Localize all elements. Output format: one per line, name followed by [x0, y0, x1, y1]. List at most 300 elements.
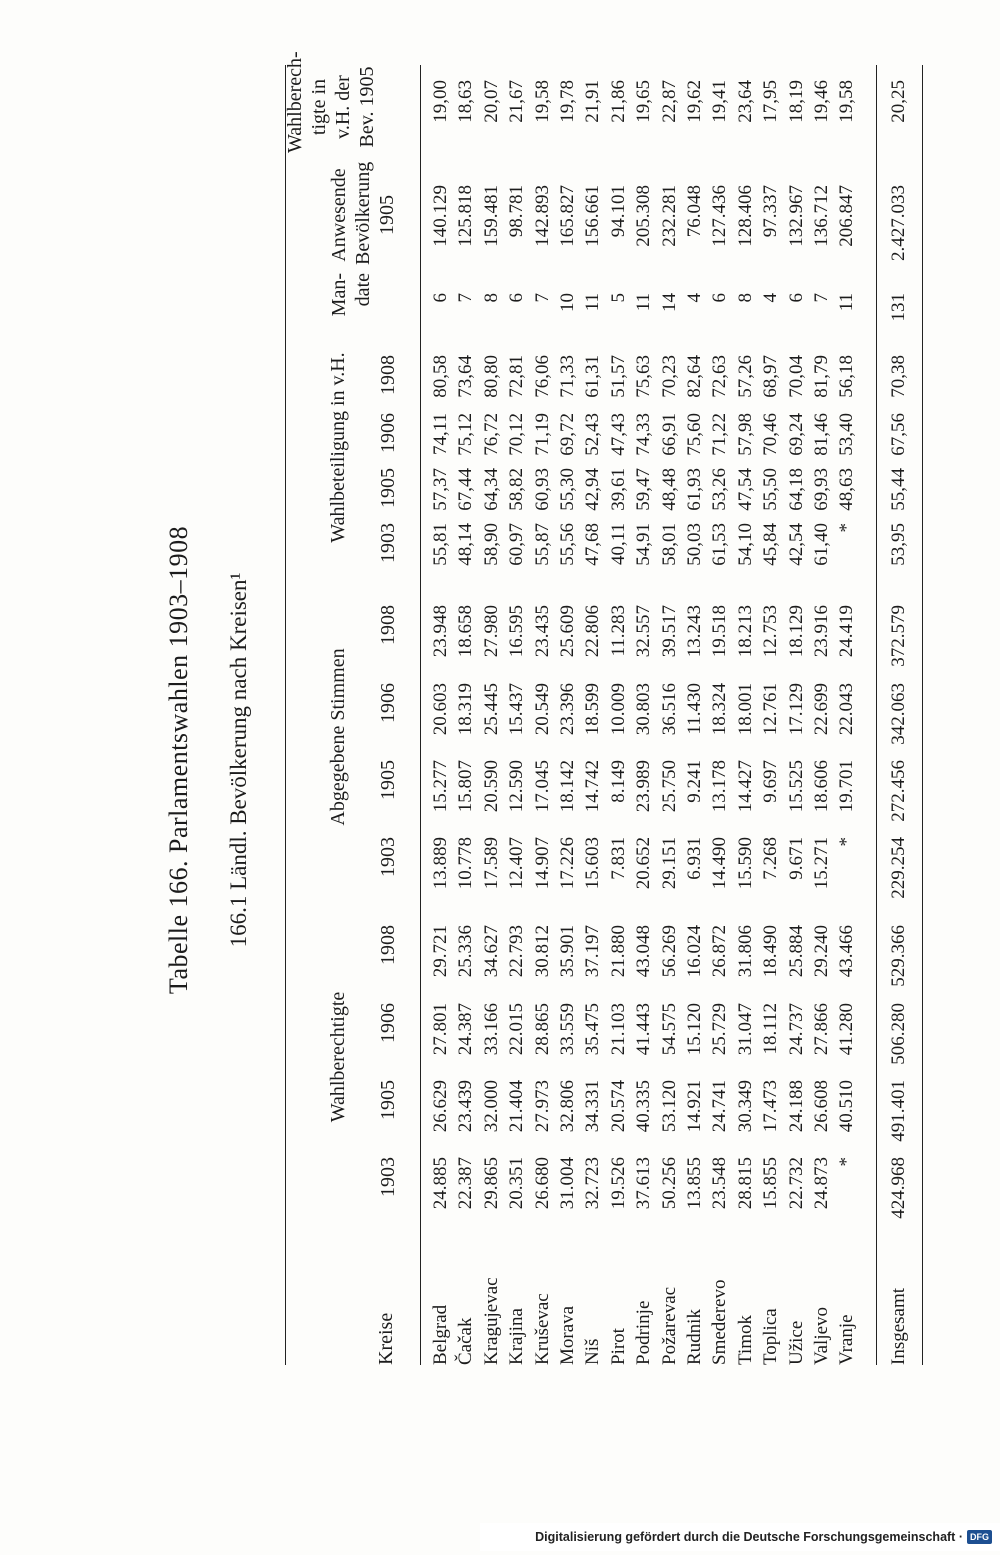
- cell-wahlberechtigte: 24.741: [709, 1080, 731, 1133]
- cell-abgegebene: 15.590: [734, 837, 756, 890]
- header-year-wb-1: 1905: [377, 1080, 399, 1120]
- cell-wahlbeteiligung: 61,31: [582, 355, 604, 398]
- cell-wahlberechtigte: 27.866: [811, 1003, 832, 1056]
- cell-wahlbeteiligung: 40,11: [607, 523, 629, 566]
- cell-wahlbeteiligung: 71,19: [531, 413, 553, 456]
- cell-bevoelkerung: 97.337: [760, 185, 782, 238]
- cell-kreis: Požarevac: [658, 1286, 680, 1365]
- table-row: [455, 65, 479, 1365]
- cell-wahlberechtigte: 43.048: [633, 925, 655, 978]
- cell-wahlberechtigte: 54.575: [658, 1003, 680, 1056]
- cell-wahlbeteiligung: 55,30: [557, 468, 578, 511]
- cell-wahlberechtigte: 32.000: [480, 1080, 502, 1133]
- cell-wahlberechtigte: 50.256: [658, 1157, 680, 1210]
- cell-abgegebene: 18.319: [455, 683, 477, 736]
- cell-wahlberechtigte: 33.166: [480, 1003, 502, 1056]
- cell-mandate: 6: [785, 293, 807, 303]
- cell-wahlbeteiligung: 60,93: [531, 468, 553, 511]
- header-wahlbeteiligung: Wahlbeteiligung in v.H.: [327, 352, 349, 543]
- cell-wahlberechtigte: 31.004: [557, 1157, 578, 1210]
- cell-wahlbeteiligung: 81,46: [811, 413, 832, 456]
- cell-wahlbeteiligung: 70,23: [658, 355, 680, 398]
- cell-abgegebene: 15.277: [430, 760, 451, 813]
- cell-bevoelkerung: 76.048: [684, 185, 705, 238]
- cell-abgegebene: 12.761: [760, 683, 782, 736]
- cell-wahlbeteiligung: 55,81: [430, 523, 451, 566]
- table-row: [430, 65, 454, 1365]
- cell-abgegebene: 14.427: [734, 760, 756, 813]
- cell-abgegebene: 20.590: [480, 760, 502, 813]
- cell-wahlberechtigte: 37.613: [633, 1157, 655, 1210]
- header-year-as-2: 1906: [377, 683, 399, 723]
- cell-wahlbeteiligung: *: [836, 523, 858, 533]
- cell-wahlberechtigte: 18.490: [760, 925, 782, 978]
- cell-wahlberechtigte: 41.280: [836, 1003, 858, 1056]
- cell-wahlbeteiligung: 75,60: [684, 413, 705, 456]
- cell-abgegebene: 18.606: [811, 760, 832, 813]
- cell-wahlberechtigte: 29.721: [430, 925, 451, 978]
- cell-wahlberechtigte: 21.404: [506, 1080, 528, 1133]
- cell-wahlberechtigte: *: [836, 1157, 858, 1167]
- cell-wahlbeteiligung: 53,40: [836, 413, 858, 456]
- cell-wahlbeteiligung: 45,84: [760, 523, 782, 566]
- cell-wahlbeteiligung: 61,93: [684, 468, 705, 511]
- cell-wahlbeteiligung: 48,63: [836, 468, 858, 511]
- cell-abgegebene: 32.557: [633, 605, 655, 658]
- table-row: [760, 65, 784, 1365]
- cell-wahlberechtigte: 26.608: [811, 1080, 832, 1133]
- cell-wahlbeteiligung: 53,26: [709, 468, 731, 511]
- cell-wahlbeteiligung: 64,34: [480, 468, 502, 511]
- cell-wahlberechtigte: 21.103: [607, 1003, 629, 1056]
- cell-mandate: 10: [557, 293, 578, 312]
- cell-abgegebene: 18.129: [785, 605, 807, 658]
- header-mandate: Man- date: [328, 273, 374, 317]
- cell-wahlbeteiligung: 75,12: [455, 413, 477, 456]
- cell-wahlber-vh: 19,62: [684, 80, 705, 123]
- cell-abgegebene: 9.241: [684, 760, 705, 803]
- cell-abgegebene: 229.254: [888, 837, 909, 899]
- cell-wahlbeteiligung: 48,14: [455, 523, 477, 566]
- cell-wahlbeteiligung: 72,63: [709, 355, 731, 398]
- cell-abgegebene: 23.396: [557, 683, 578, 736]
- cell-wahlberechtigte: 15.120: [684, 1003, 705, 1056]
- cell-bevoelkerung: 205.308: [633, 185, 655, 247]
- cell-mandate: 5: [607, 293, 629, 303]
- cell-wahlbeteiligung: 57,98: [734, 413, 756, 456]
- cell-abgegebene: 12.407: [506, 837, 528, 890]
- cell-wahlberechtigte: 16.024: [684, 925, 705, 978]
- cell-kreis: Timok: [734, 1315, 756, 1365]
- cell-kreis: Rudnik: [684, 1309, 705, 1365]
- cell-abgegebene: 18.324: [709, 683, 731, 736]
- cell-wahlbeteiligung: 54,91: [633, 523, 655, 566]
- cell-wahlber-vh: 21,86: [607, 80, 629, 123]
- cell-bevoelkerung: 159.481: [480, 185, 502, 247]
- cell-kreis: Pirot: [607, 1328, 629, 1365]
- cell-abgegebene: 20.603: [430, 683, 451, 736]
- table-row: [481, 65, 505, 1365]
- cell-mandate: 11: [582, 293, 604, 312]
- cell-bevoelkerung: 156.661: [582, 185, 604, 247]
- cell-kreis: Niš: [582, 1338, 604, 1365]
- cell-wahlbeteiligung: 75,63: [633, 355, 655, 398]
- cell-wahlber-vh: 21,67: [506, 80, 528, 123]
- cell-wahlbeteiligung: 76,06: [531, 355, 553, 398]
- cell-wahlbeteiligung: 67,44: [455, 468, 477, 511]
- cell-mandate: 131: [888, 293, 909, 322]
- cell-wahlberechtigte: 14.921: [684, 1080, 705, 1133]
- cell-wahlberechtigte: 31.806: [734, 925, 756, 978]
- cell-abgegebene: 22.043: [836, 683, 858, 736]
- cell-wahlberechtigte: 22.015: [506, 1003, 528, 1056]
- table-row: [659, 65, 683, 1365]
- cell-wahlberechtigte: 28.815: [734, 1157, 756, 1210]
- cell-wahlberechtigte: 23.548: [709, 1157, 731, 1210]
- cell-kreis: Smederevo: [709, 1279, 731, 1365]
- cell-bevoelkerung: 94.101: [607, 185, 629, 238]
- cell-wahlberechtigte: 35.475: [582, 1003, 604, 1056]
- cell-kreis: Krajina: [506, 1308, 528, 1365]
- cell-wahlbeteiligung: 68,97: [760, 355, 782, 398]
- header-wahlberechtigte: Wahlberechtigte: [327, 991, 349, 1123]
- cell-wahlber-vh: 22,87: [658, 80, 680, 123]
- cell-wahlberechtigte: 24.387: [455, 1003, 477, 1056]
- cell-kreis: Užice: [785, 1320, 807, 1365]
- cell-bevoelkerung: 128.406: [734, 185, 756, 247]
- cell-wahlberechtigte: 53.120: [658, 1080, 680, 1133]
- cell-wahlbeteiligung: 50,03: [684, 523, 705, 566]
- cell-wahlbeteiligung: 76,72: [480, 413, 502, 456]
- cell-wahlberechtigte: 26.629: [430, 1080, 451, 1133]
- cell-abgegebene: 9.697: [760, 760, 782, 803]
- cell-wahlbeteiligung: 52,43: [582, 413, 604, 456]
- cell-wahlbeteiligung: 57,26: [734, 355, 756, 398]
- cell-wahlbeteiligung: 67,56: [888, 413, 909, 456]
- cell-wahlber-vh: 17,95: [760, 80, 782, 123]
- cell-wahlbeteiligung: 47,43: [607, 413, 629, 456]
- cell-wahlbeteiligung: 58,90: [480, 523, 502, 566]
- cell-abgegebene: 23.916: [811, 605, 832, 658]
- header-abgegebene-stimmen: Abgegebene Stimmen: [327, 648, 349, 826]
- cell-abgegebene: 7.831: [607, 837, 629, 880]
- table-row: [532, 65, 556, 1365]
- cell-wahlberechtigte: 18.112: [760, 1003, 782, 1055]
- cell-wahlber-vh: 19,65: [633, 80, 655, 123]
- cell-wahlbeteiligung: 39,61: [607, 468, 629, 511]
- cell-wahlbeteiligung: 55,44: [888, 468, 909, 511]
- cell-wahlber-vh: 18,19: [785, 80, 807, 123]
- cell-bevoelkerung: 232.281: [658, 185, 680, 247]
- cell-wahlbeteiligung: 59,47: [633, 468, 655, 511]
- cell-bevoelkerung: 140.129: [430, 185, 451, 247]
- cell-wahlberechtigte: 32.806: [557, 1080, 578, 1133]
- cell-wahlberechtigte: 506.280: [888, 1003, 909, 1065]
- table-row: [684, 65, 708, 1365]
- cell-wahlberechtigte: 15.855: [760, 1157, 782, 1210]
- cell-abgegebene: 9.671: [785, 837, 807, 880]
- cell-abgegebene: 19.701: [836, 760, 858, 813]
- cell-bevoelkerung: 136.712: [811, 185, 832, 247]
- cell-wahlbeteiligung: 69,93: [811, 468, 832, 511]
- cell-wahlberechtigte: 43.466: [836, 925, 858, 978]
- cell-abgegebene: 272.456: [888, 760, 909, 822]
- cell-wahlberechtigte: 23.439: [455, 1080, 477, 1133]
- footer-text: Digitalisierung gefördert durch die Deutsche Forschungsgemeinschaft ·: [535, 1530, 963, 1544]
- table-row: [811, 65, 835, 1365]
- bottom-rule: [922, 65, 923, 1365]
- cell-wahlberechtigte: 24.885: [430, 1157, 451, 1210]
- cell-wahlberechtigte: 28.865: [531, 1003, 553, 1056]
- cell-wahlbeteiligung: 61,53: [709, 523, 731, 566]
- cell-wahlbeteiligung: 70,12: [506, 413, 528, 456]
- cell-abgegebene: 18.142: [557, 760, 578, 813]
- header-year-as-3: 1908: [377, 605, 399, 645]
- cell-abgegebene: 23.948: [430, 605, 451, 658]
- table-row: [836, 65, 860, 1365]
- cell-abgegebene: 14.907: [531, 837, 553, 890]
- header-bevoelkerung: Anwesende Bevölkerung 1905: [328, 161, 398, 265]
- cell-wahlber-vh: 19,00: [430, 80, 451, 123]
- cell-abgegebene: 20.652: [633, 837, 655, 890]
- cell-wahlberechtigte: 35.901: [557, 925, 578, 978]
- cell-kreis: Morava: [557, 1305, 578, 1365]
- cell-wahlber-vh: 20,25: [888, 80, 909, 123]
- cell-abgegebene: 11.283: [607, 605, 629, 657]
- cell-wahlberechtigte: 31.047: [734, 1003, 756, 1056]
- cell-abgegebene: 20.549: [531, 683, 553, 736]
- cell-wahlber-vh: 19,58: [836, 80, 858, 123]
- cell-wahlbeteiligung: 61,40: [811, 523, 832, 566]
- cell-wahlberechtigte: 29.240: [811, 925, 832, 978]
- cell-bevoelkerung: 206.847: [836, 185, 858, 247]
- header-wahlber-vh: Wahlberech- tigte in v.H. der Bev. 1905: [284, 51, 378, 153]
- cell-wahlberechtigte: 37.197: [582, 925, 604, 978]
- cell-mandate: 11: [633, 293, 655, 312]
- header-year-wb-2: 1906: [377, 1003, 399, 1043]
- cell-abgegebene: 12.590: [506, 760, 528, 813]
- cell-wahlbeteiligung: 54,10: [734, 523, 756, 566]
- cell-wahlbeteiligung: 72,81: [506, 355, 528, 398]
- cell-wahlbeteiligung: 69,24: [785, 413, 807, 456]
- cell-wahlberechtigte: 22.732: [785, 1157, 807, 1210]
- cell-wahlberechtigte: 24.188: [785, 1080, 807, 1133]
- cell-mandate: 4: [760, 293, 782, 303]
- cell-wahlbeteiligung: 70,46: [760, 413, 782, 456]
- cell-abgegebene: 15.525: [785, 760, 807, 813]
- header-kreise: Kreise: [375, 1312, 397, 1365]
- cell-wahlbeteiligung: 82,64: [684, 355, 705, 398]
- cell-wahlberechtigte: 22.387: [455, 1157, 477, 1210]
- cell-wahlbeteiligung: 57,37: [430, 468, 451, 511]
- cell-abgegebene: 372.579: [888, 605, 909, 667]
- cell-kreis: Toplica: [760, 1308, 782, 1365]
- table-row: [582, 65, 606, 1365]
- cell-wahlbeteiligung: 74,11: [430, 413, 451, 456]
- table-row: [735, 65, 759, 1365]
- cell-abgegebene: 17.129: [785, 683, 807, 736]
- cell-wahlberechtigte: 29.865: [480, 1157, 502, 1210]
- cell-bevoelkerung: 125.818: [455, 185, 477, 247]
- cell-wahlberechtigte: 17.473: [760, 1080, 782, 1133]
- cell-bevoelkerung: 2.427.033: [888, 185, 909, 261]
- cell-bevoelkerung: 132.967: [785, 185, 807, 247]
- cell-abgegebene: 22.699: [811, 683, 832, 736]
- cell-wahlbeteiligung: 70,04: [785, 355, 807, 398]
- cell-kreis: Valjevo: [811, 1306, 832, 1365]
- cell-wahlbeteiligung: 42,54: [785, 523, 807, 566]
- table-row: [557, 65, 581, 1365]
- cell-kreis: Belgrad: [430, 1304, 451, 1365]
- cell-wahlberechtigte: 13.855: [684, 1157, 705, 1210]
- cell-wahlbeteiligung: 60,97: [506, 523, 528, 566]
- cell-wahlberechtigte: 40.335: [633, 1080, 655, 1133]
- cell-abgegebene: 19.518: [709, 605, 731, 658]
- cell-kreis: Kragujevac: [480, 1277, 502, 1365]
- cell-wahlbeteiligung: 55,50: [760, 468, 782, 511]
- cell-wahlberechtigte: 34.627: [480, 925, 502, 978]
- cell-mandate: 14: [658, 293, 680, 312]
- cell-wahlbeteiligung: 80,80: [480, 355, 502, 398]
- cell-wahlberechtigte: 20.574: [607, 1080, 629, 1133]
- cell-abgegebene: 7.268: [760, 837, 782, 880]
- cell-abgegebene: 15.271: [811, 837, 832, 890]
- cell-abgegebene: 14.742: [582, 760, 604, 813]
- cell-wahlber-vh: 19,41: [709, 80, 731, 123]
- cell-wahlberechtigte: 24.737: [785, 1003, 807, 1056]
- cell-wahlberechtigte: 33.559: [557, 1003, 578, 1056]
- cell-abgegebene: 36.516: [658, 683, 680, 736]
- cell-wahlberechtigte: 26.680: [531, 1157, 553, 1210]
- cell-abgegebene: 16.595: [506, 605, 528, 658]
- cell-abgegebene: 29.151: [658, 837, 680, 890]
- cell-abgegebene: 22.806: [582, 605, 604, 658]
- cell-wahlberechtigte: 40.510: [836, 1080, 858, 1133]
- header-year-bet-0: 1903: [377, 523, 399, 563]
- cell-abgegebene: 15.437: [506, 683, 528, 736]
- cell-wahlber-vh: 21,91: [582, 80, 604, 123]
- cell-wahlberechtigte: 424.968: [888, 1157, 909, 1219]
- cell-wahlber-vh: 23,64: [734, 80, 756, 123]
- cell-wahlbeteiligung: 47,68: [582, 523, 604, 566]
- cell-abgegebene: 17.045: [531, 760, 553, 813]
- header-rule: [420, 65, 421, 1365]
- cell-wahlbeteiligung: 48,48: [658, 468, 680, 511]
- cell-abgegebene: 17.226: [557, 837, 578, 890]
- table-subtitle: 166.1 Ländl. Bevölkerung nach Kreisen¹: [226, 572, 251, 948]
- table-header: [284, 51, 415, 1365]
- cell-abgegebene: 13.178: [709, 760, 731, 813]
- cell-wahlberechtigte: 25.336: [455, 925, 477, 978]
- cell-kreis: Čačak: [455, 1317, 477, 1365]
- cell-wahlberechtigte: 30.812: [531, 925, 553, 978]
- cell-wahlberechtigte: 26.872: [709, 925, 731, 978]
- cell-wahlbeteiligung: 71,22: [709, 413, 731, 456]
- total-row: [888, 65, 912, 1365]
- cell-wahlbeteiligung: 64,18: [785, 468, 807, 511]
- cell-abgegebene: 25.445: [480, 683, 502, 736]
- header-year-wb-3: 1908: [377, 925, 399, 965]
- table-row: [709, 65, 733, 1365]
- cell-wahlber-vh: 20,07: [480, 80, 502, 123]
- cell-wahlberechtigte: 19.526: [607, 1157, 629, 1210]
- cell-wahlberechtigte: 21.880: [607, 925, 629, 978]
- cell-kreis: Podrinje: [633, 1300, 655, 1365]
- header-year-bet-3: 1908: [377, 355, 399, 395]
- cell-wahlber-vh: 19,46: [811, 80, 832, 123]
- cell-abgegebene: 18.658: [455, 605, 477, 658]
- table-row: [608, 65, 632, 1365]
- cell-abgegebene: 25.750: [658, 760, 680, 813]
- cell-abgegebene: 342.063: [888, 683, 909, 745]
- cell-mandate: 8: [480, 293, 502, 303]
- cell-wahlbeteiligung: 81,79: [811, 355, 832, 398]
- cell-wahlbeteiligung: 42,94: [582, 468, 604, 511]
- cell-wahlberechtigte: 20.351: [506, 1157, 528, 1210]
- cell-wahlbeteiligung: 51,57: [607, 355, 629, 398]
- cell-wahlberechtigte: 34.331: [582, 1080, 604, 1133]
- cell-abgegebene: 15.807: [455, 760, 477, 813]
- cell-wahlbeteiligung: 53,95: [888, 523, 909, 566]
- cell-mandate: 6: [506, 293, 528, 303]
- total-rule: [876, 65, 877, 1365]
- cell-wahlberechtigte: 24.873: [811, 1157, 832, 1210]
- cell-mandate: 11: [836, 293, 858, 312]
- cell-abgegebene: 11.430: [684, 683, 705, 735]
- cell-wahlberechtigte: 56.269: [658, 925, 680, 978]
- rotated-table-block: [150, 40, 930, 1480]
- header-year-as-1: 1905: [377, 760, 399, 800]
- cell-wahlbeteiligung: 56,18: [836, 355, 858, 398]
- cell-abgegebene: 27.980: [480, 605, 502, 658]
- cell-wahlbeteiligung: 73,64: [455, 355, 477, 398]
- cell-abgegebene: 17.589: [480, 837, 502, 890]
- dfg-logo: DFG: [967, 1530, 992, 1544]
- cell-abgegebene: 39.517: [658, 605, 680, 658]
- cell-wahlbeteiligung: 80,58: [430, 355, 451, 398]
- cell-mandate: 7: [455, 293, 477, 303]
- cell-abgegebene: *: [836, 837, 858, 847]
- cell-wahlberechtigte: 41.443: [633, 1003, 655, 1056]
- cell-wahlberechtigte: 22.793: [506, 925, 528, 978]
- cell-wahlberechtigte: 25.729: [709, 1003, 731, 1056]
- cell-wahlberechtigte: 27.801: [430, 1003, 451, 1056]
- cell-bevoelkerung: 142.893: [531, 185, 553, 247]
- cell-wahlberechtigte: 27.973: [531, 1080, 553, 1133]
- cell-kreis: Insgesamt: [888, 1287, 909, 1365]
- cell-kreis: Vranje: [836, 1314, 858, 1365]
- header-year-bet-2: 1906: [377, 413, 399, 453]
- cell-abgegebene: 6.931: [684, 837, 705, 880]
- cell-mandate: 6: [709, 293, 731, 303]
- header-year-bet-1: 1905: [377, 468, 399, 508]
- cell-wahlbeteiligung: 58,01: [658, 523, 680, 566]
- header-year-wb-0: 1903: [377, 1157, 399, 1197]
- cell-wahlbeteiligung: 70,38: [888, 355, 909, 398]
- cell-mandate: 8: [734, 293, 756, 303]
- cell-abgegebene: 24.419: [836, 605, 858, 658]
- cell-abgegebene: 10.778: [455, 837, 477, 890]
- cell-wahlbeteiligung: 58,82: [506, 468, 528, 511]
- cell-wahlbeteiligung: 55,56: [557, 523, 578, 566]
- cell-abgegebene: 14.490: [709, 837, 731, 890]
- cell-mandate: 4: [684, 293, 705, 303]
- cell-abgegebene: 25.609: [557, 605, 578, 658]
- cell-wahlber-vh: 18,63: [455, 80, 477, 123]
- cell-wahlber-vh: 19,78: [557, 80, 578, 123]
- cell-abgegebene: 30.803: [633, 683, 655, 736]
- header-year-as-0: 1903: [377, 837, 399, 877]
